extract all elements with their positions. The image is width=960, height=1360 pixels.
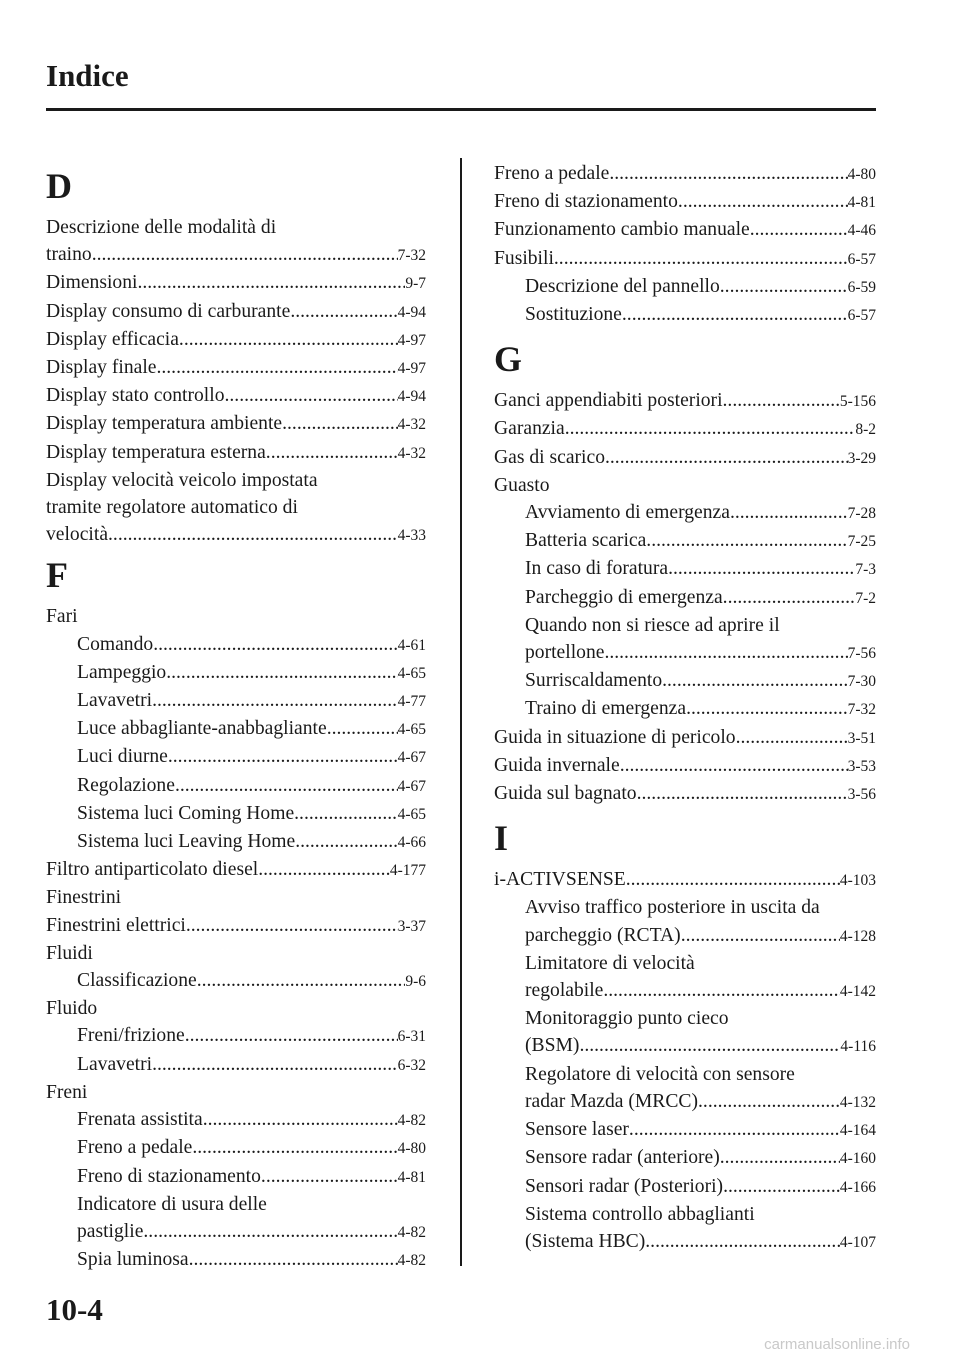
dot-leader	[609, 160, 847, 187]
index-entry	[46, 912, 426, 940]
entry-text: Lavavetri	[77, 1053, 153, 1075]
dot-leader	[261, 1163, 398, 1190]
entry-text: Display stato controllo	[46, 385, 225, 407]
page-reference: 6-32	[397, 1056, 426, 1074]
index-entry	[494, 387, 876, 415]
page-reference: 4-77	[397, 693, 426, 711]
dot-leader	[189, 1246, 398, 1273]
index-subentry	[494, 555, 876, 583]
entry-text: Finestrini elettrici	[46, 914, 186, 936]
index-entry	[494, 752, 876, 780]
index-entry	[494, 472, 876, 499]
entry-text: velocità	[46, 524, 109, 546]
index-subentry	[46, 800, 426, 828]
entry-text: Lampeggio	[77, 661, 167, 683]
entry-text: Fusibili	[494, 247, 554, 269]
entry-text: Freno di stazionamento	[494, 191, 678, 213]
entry-text: Avviamento di emergenza	[525, 502, 730, 524]
entry-text: Quando non si riesce ad aprire il	[525, 614, 780, 636]
index-subentry	[494, 1173, 876, 1201]
page-reference: 4-164	[839, 1122, 876, 1140]
entry-text: Freno a pedale	[494, 163, 610, 184]
index-subentry	[494, 695, 876, 723]
page-reference: 4-32	[397, 416, 426, 434]
page-reference: 4-81	[397, 1168, 426, 1186]
entry-text: Descrizione del pannello	[525, 275, 720, 297]
index-subentry	[494, 527, 876, 555]
dot-leader	[175, 772, 398, 799]
page-reference: 4-82	[397, 1112, 426, 1130]
index-entry	[494, 160, 876, 188]
page-reference: 6-31	[397, 1028, 426, 1046]
index-subentry	[494, 273, 876, 301]
entry-text: Batteria scarica	[525, 530, 647, 552]
entry-text: i-ACTIVSENSE	[494, 869, 626, 891]
index-column-left	[46, 160, 426, 1274]
dot-leader	[730, 499, 848, 526]
entry-text: Display velocità veicolo impostata	[46, 469, 318, 491]
page-reference: 4-82	[397, 1252, 426, 1270]
entry-text: Avviso traffico posteriore in uscita da	[525, 897, 820, 919]
index-subentry	[46, 1022, 426, 1050]
entry-text: Comando	[77, 633, 154, 655]
index-entry	[494, 415, 876, 443]
entry-text: Freni/frizione	[77, 1025, 185, 1047]
page-reference: 4-46	[847, 222, 876, 240]
page-title: Indice	[46, 58, 129, 93]
index-subentry	[46, 659, 426, 687]
page-reference: 6-59	[847, 278, 876, 296]
dot-leader	[579, 1032, 840, 1059]
index-entry	[46, 269, 426, 297]
page-reference: 4-160	[839, 1150, 876, 1168]
dot-leader	[626, 866, 840, 893]
dot-leader	[681, 922, 840, 949]
index-entry	[46, 856, 426, 884]
entry-text: Display consumo di carburante	[46, 300, 291, 322]
entry-text: Funzionamento cambio manuale	[494, 219, 750, 241]
index-subentry	[46, 743, 426, 771]
entry-text: Spia luminosa	[77, 1249, 189, 1271]
page-reference: 4-128	[839, 927, 876, 945]
index-entry	[494, 724, 876, 752]
entry-text: Fluidi	[46, 942, 93, 964]
dot-leader	[565, 415, 856, 442]
entry-text: portellone	[525, 642, 605, 664]
dot-leader	[554, 245, 848, 272]
index-subentry	[494, 894, 876, 949]
index-subentry	[494, 1061, 876, 1116]
entry-text: Monitoraggio punto cieco	[525, 1008, 729, 1030]
dot-leader	[152, 687, 398, 714]
dot-leader	[698, 1088, 840, 1115]
index-subentry	[494, 1116, 876, 1144]
entry-text: Finestrini	[46, 887, 122, 909]
entry-text: In caso di foratura	[525, 558, 669, 580]
page-reference: 4-65	[397, 721, 426, 739]
entry-text: Display finale	[46, 357, 157, 379]
dot-leader	[153, 631, 397, 658]
index-subentry	[494, 1005, 876, 1060]
index-entry	[46, 410, 426, 438]
entry-text: Guida sul bagnato	[494, 783, 637, 805]
dot-leader	[723, 1173, 840, 1200]
page-reference: 7-30	[847, 673, 876, 691]
page-reference: 4-94	[397, 388, 426, 406]
dot-leader	[108, 521, 398, 548]
index-entry	[494, 780, 876, 808]
page-reference: 3-53	[847, 757, 876, 775]
index-subentry	[494, 584, 876, 612]
dot-leader	[166, 659, 397, 686]
entry-text: Gas di scarico	[494, 446, 605, 468]
entry-text: Display efficacia	[46, 328, 179, 350]
index-entry	[494, 216, 876, 244]
page-reference: 4-80	[847, 166, 876, 183]
index-subentry	[46, 1163, 426, 1191]
entry-text: Guasto	[494, 474, 550, 496]
entry-text: Ganci appendiabiti posteriori	[494, 390, 723, 412]
page-reference: 4-80	[397, 1140, 426, 1158]
index-subentry	[46, 828, 426, 856]
page-reference: 4-103	[839, 872, 876, 890]
dot-leader	[186, 912, 398, 939]
page-reference: 7-32	[847, 701, 876, 719]
entry-text: Garanzia	[494, 418, 565, 440]
index-subentry	[46, 1134, 426, 1162]
dot-leader	[143, 1218, 397, 1245]
index-entry	[46, 884, 426, 911]
page-number: 10-4	[46, 1292, 103, 1327]
index-entry	[46, 214, 426, 269]
entry-text: Sensori radar (Posteriori)	[525, 1175, 724, 1197]
page-reference: 6-57	[847, 250, 876, 268]
index-subentry	[46, 1051, 426, 1079]
page-reference: 4-67	[397, 777, 426, 795]
page-reference: 9-6	[405, 973, 426, 991]
entry-text: Regolazione	[77, 774, 175, 796]
entry-text: Fari	[46, 606, 78, 628]
dot-leader	[258, 856, 390, 883]
entry-text: Sistema controllo abbaglianti	[525, 1203, 755, 1225]
entry-text: Parcheggio di emergenza	[525, 586, 723, 608]
dot-leader	[646, 527, 847, 554]
index-entry	[46, 382, 426, 410]
index-subentry	[46, 687, 426, 715]
dot-leader	[197, 967, 406, 994]
page-reference: 4-107	[839, 1233, 876, 1251]
entry-text: Sostituzione	[525, 304, 622, 326]
page-reference: 8-2	[855, 421, 876, 439]
index-subentry	[46, 715, 426, 743]
dot-leader	[637, 780, 848, 807]
dot-leader	[192, 1134, 397, 1161]
index-subentry	[494, 667, 876, 695]
page-reference: 9-7	[405, 275, 426, 293]
page-reference: 4-33	[397, 527, 426, 545]
index-entry	[46, 995, 426, 1022]
dot-leader	[736, 724, 848, 751]
dot-leader	[185, 1022, 398, 1049]
index-subentry	[494, 499, 876, 527]
index-subentry	[46, 967, 426, 995]
page-reference: 4-66	[397, 834, 426, 852]
dot-leader	[720, 273, 848, 300]
entry-text: Freno a pedale	[77, 1137, 193, 1159]
page-reference: 4-32	[397, 444, 426, 462]
entry-text: pastiglie	[77, 1220, 144, 1242]
dot-leader	[92, 241, 398, 268]
entry-text: regolabile	[525, 980, 604, 1002]
dot-leader	[605, 444, 848, 471]
entry-text: (Sistema HBC)	[525, 1230, 646, 1252]
dot-leader	[603, 977, 839, 1004]
section-letter: I	[494, 818, 509, 859]
dot-leader	[156, 354, 397, 381]
index-subentry	[494, 1201, 876, 1256]
entry-text: Freno di stazionamento	[77, 1165, 261, 1187]
page-reference: 4-116	[840, 1038, 876, 1056]
index-entry	[46, 467, 426, 550]
dot-leader	[290, 298, 397, 325]
index-subentry	[46, 631, 426, 659]
index-entry	[494, 444, 876, 472]
page-reference: 3-37	[397, 917, 426, 935]
index-subentry	[494, 301, 876, 329]
dot-leader	[686, 695, 848, 722]
entry-text: Surriscaldamento	[525, 670, 663, 692]
page-reference: 6-57	[847, 307, 876, 325]
dot-leader	[203, 1106, 398, 1133]
dot-leader	[720, 1144, 840, 1171]
page-reference: 4-166	[839, 1178, 876, 1196]
dot-leader	[604, 639, 847, 666]
dot-leader	[327, 715, 398, 742]
dot-leader	[723, 584, 856, 611]
entry-text: (BSM)	[525, 1035, 580, 1057]
page-reference: 7-56	[847, 645, 876, 663]
page-reference: 4-81	[847, 194, 876, 212]
watermark: carmanualsonline.info	[764, 1336, 910, 1353]
dot-leader	[282, 410, 397, 437]
entry-text: Display temperatura ambiente	[46, 413, 283, 435]
dot-leader	[750, 216, 848, 243]
header-rule	[46, 108, 876, 111]
dot-leader	[152, 1051, 398, 1078]
index-entry	[46, 298, 426, 326]
page-reference: 5-156	[839, 393, 876, 411]
index-entry	[46, 1079, 426, 1106]
entry-text: Sistema luci Coming Home	[77, 802, 295, 824]
section-letter: D	[46, 166, 72, 206]
dot-leader	[168, 743, 398, 770]
page-reference: 4-142	[839, 983, 876, 1001]
index-entry	[494, 866, 876, 894]
entry-text: Guida invernale	[494, 754, 620, 776]
entry-text: Traino di emergenza	[525, 698, 687, 720]
page-reference: 7-2	[855, 589, 876, 607]
dot-leader	[629, 1116, 840, 1143]
page-reference: 7-28	[847, 505, 876, 523]
dot-leader	[723, 387, 840, 414]
entry-text: parcheggio (RCTA)	[525, 924, 681, 946]
page-reference: 4-97	[397, 360, 426, 378]
index-entry	[46, 326, 426, 354]
index-subentry	[46, 1191, 426, 1246]
index-entry	[46, 603, 426, 630]
entry-text: Luce abbagliante-anabbagliante	[77, 718, 327, 740]
index-subentry	[494, 950, 876, 1005]
page-reference: 3-51	[847, 729, 876, 747]
dot-leader	[678, 188, 848, 215]
dot-leader	[662, 667, 847, 694]
entry-text: traino	[46, 244, 92, 266]
entry-text: Regolatore di velocità con sensore	[525, 1063, 795, 1085]
entry-text: Luci diurne	[77, 746, 168, 768]
entry-text: Lavavetri	[77, 690, 153, 712]
dot-leader	[294, 800, 397, 827]
page-reference: 3-56	[847, 786, 876, 804]
entry-text: Dimensioni	[46, 272, 138, 294]
page-reference: 3-29	[847, 449, 876, 467]
index-entry	[46, 439, 426, 467]
index-entry	[494, 188, 876, 216]
index-column-right	[494, 160, 876, 1256]
entry-text: Indicatore di usura delle	[77, 1193, 267, 1215]
page-reference: 4-132	[839, 1093, 876, 1111]
index-entry	[46, 354, 426, 382]
dot-leader	[137, 269, 405, 296]
index-subentry	[46, 772, 426, 800]
dot-leader	[668, 555, 855, 582]
entry-text: Fluido	[46, 998, 98, 1020]
entry-text: Sensore laser	[525, 1119, 629, 1141]
page-reference: 4-61	[397, 636, 426, 654]
section-letter: F	[46, 555, 68, 596]
index-entry	[46, 940, 426, 967]
entry-text: radar Mazda (MRCC)	[525, 1090, 699, 1112]
entry-text: Frenata assistita	[77, 1109, 203, 1131]
entry-text: Limitatore di velocità	[525, 952, 695, 974]
entry-text: Filtro antiparticolato diesel	[46, 859, 259, 881]
page-reference: 4-67	[397, 749, 426, 767]
page-reference: 4-65	[397, 805, 426, 823]
page-reference: 4-97	[397, 331, 426, 349]
dot-leader	[266, 439, 398, 466]
index-subentry	[46, 1106, 426, 1134]
index-subentry	[494, 612, 876, 667]
page-reference: 4-94	[397, 303, 426, 321]
column-divider	[460, 158, 462, 1266]
entry-text: Guida in situazione di pericolo	[494, 726, 736, 748]
index-subentry	[494, 1144, 876, 1172]
page-reference: 4-82	[397, 1223, 426, 1241]
index-entry	[494, 245, 876, 273]
index-subentry	[46, 1246, 426, 1274]
page-reference: 4-177	[389, 862, 426, 880]
entry-text: Descrizione delle modalità di	[46, 217, 277, 238]
entry-text: Display temperatura esterna	[46, 441, 266, 463]
dot-leader	[225, 382, 398, 409]
entry-text: Sensore radar (anteriore)	[525, 1147, 720, 1169]
entry-text: Classificazione	[77, 970, 197, 992]
dot-leader	[179, 326, 398, 353]
entry-text: Sistema luci Leaving Home	[77, 831, 296, 853]
dot-leader	[295, 828, 397, 855]
dot-leader	[620, 752, 848, 779]
dot-leader	[622, 301, 848, 328]
section-letter: G	[494, 339, 523, 380]
page-reference: 7-3	[855, 561, 876, 579]
entry-text: tramite regolatore automatico di	[46, 497, 298, 519]
dot-leader	[645, 1228, 840, 1255]
page-reference: 7-32	[397, 247, 426, 265]
entry-text: Freni	[46, 1081, 88, 1103]
page-reference: 7-25	[847, 533, 876, 551]
page-reference: 4-65	[397, 664, 426, 682]
